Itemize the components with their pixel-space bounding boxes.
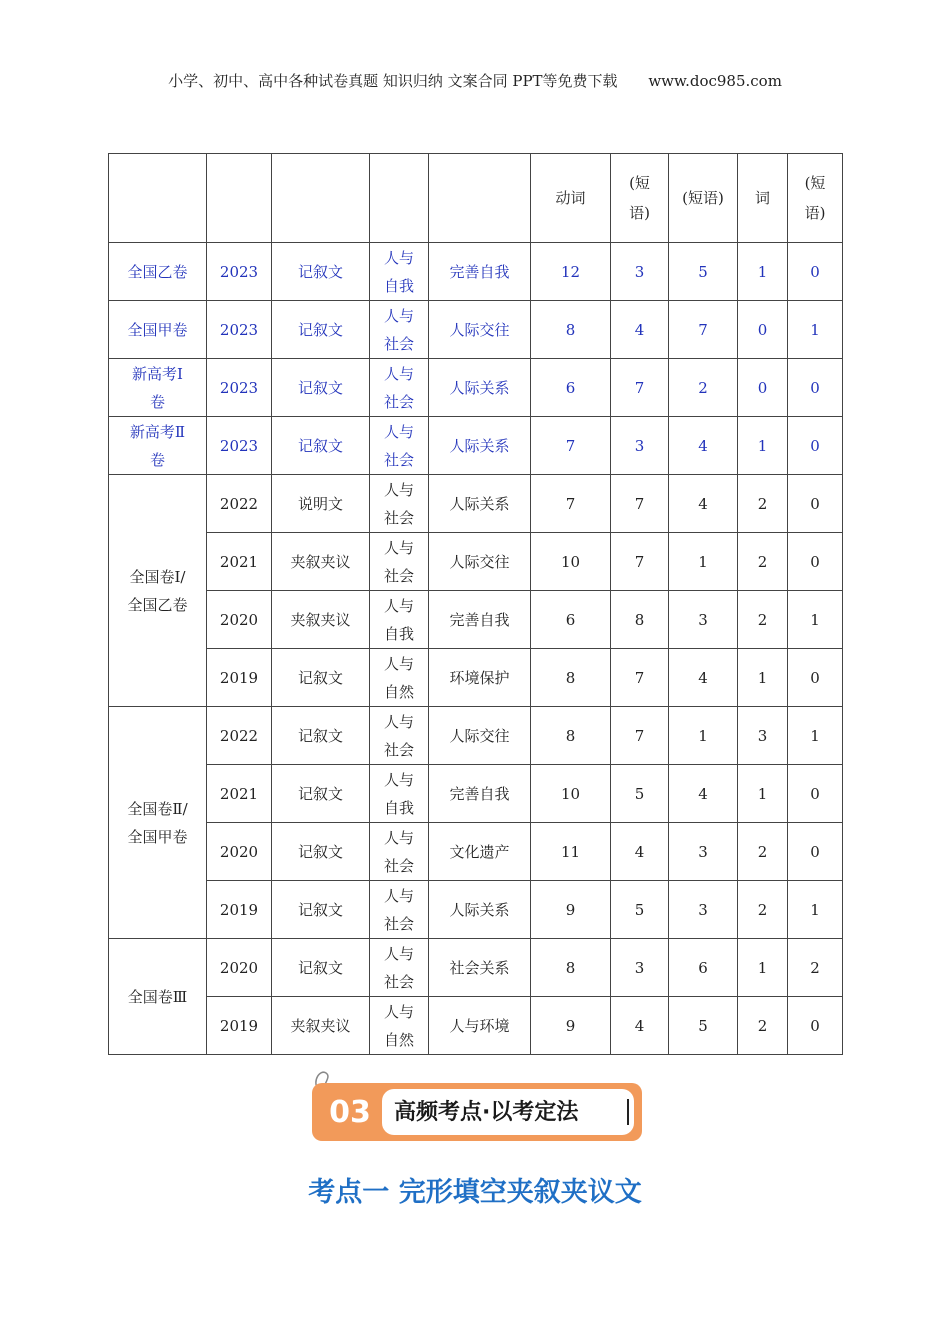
v1-cell: 8 [531,707,611,765]
v1-cell: 10 [531,765,611,823]
text-cursor [627,1099,629,1125]
header-cell [272,154,370,243]
table-row [109,301,843,359]
table-row [109,707,843,765]
v4-cell: 2 [738,997,788,1055]
table-row [109,823,843,881]
v4-cell: 2 [738,591,788,649]
paper-group-cell: 全国卷Ⅱ/ 全国甲卷 [109,707,207,939]
theme-cell: 人与 社会 [370,417,429,475]
v1-cell: 9 [531,997,611,1055]
v1-cell: 7 [531,475,611,533]
paper-cell: 全国甲卷 [109,301,207,359]
topic-cell: 完善自我 [429,243,531,301]
v4-cell: 0 [738,301,788,359]
v1-cell: 6 [531,359,611,417]
v3-cell: 4 [669,475,738,533]
year-cell: 2020 [207,939,272,997]
v5-cell: 0 [788,359,843,417]
v1-cell: 6 [531,591,611,649]
genre-cell: 夹叙夹议 [272,533,370,591]
v4-cell: 2 [738,533,788,591]
banner-label: 高频考点·以考定法 [394,1100,579,1125]
v1-cell: 8 [531,649,611,707]
table-row [109,997,843,1055]
v2-cell: 4 [611,301,669,359]
header-cell: (短 语) [611,154,669,243]
v3-cell: 2 [669,359,738,417]
section-title: 考点一 完形填空夹叙夹议文 [308,1177,642,1208]
v3-cell: 1 [669,533,738,591]
theme-cell: 人与 社会 [370,707,429,765]
year-cell: 2023 [207,301,272,359]
year-cell: 2023 [207,359,272,417]
header-cell: 词 [738,154,788,243]
section-banner [310,1063,646,1145]
topic-cell: 人与环境 [429,997,531,1055]
header-site: www.doc985.com [648,72,782,90]
table-row [109,359,843,417]
v3-cell: 4 [669,765,738,823]
topic-cell: 环境保护 [429,649,531,707]
theme-cell: 人与 社会 [370,301,429,359]
genre-cell: 记叙文 [272,301,370,359]
v5-cell: 0 [788,475,843,533]
topic-cell: 社会关系 [429,939,531,997]
v5-cell: 0 [788,533,843,591]
v5-cell: 1 [788,881,843,939]
genre-cell: 记叙文 [272,417,370,475]
theme-cell: 人与 社会 [370,939,429,997]
banner-number: 03 [329,1095,371,1130]
topic-cell: 完善自我 [429,765,531,823]
table-row [109,417,843,475]
genre-cell: 夹叙夹议 [272,997,370,1055]
year-cell: 2019 [207,649,272,707]
paper-cell: 新高考Ⅰ 卷 [109,359,207,417]
header-cell [109,154,207,243]
v1-cell: 8 [531,301,611,359]
year-cell: 2020 [207,823,272,881]
v5-cell: 0 [788,243,843,301]
stats-table [108,153,843,1055]
v4-cell: 1 [738,939,788,997]
genre-cell: 记叙文 [272,823,370,881]
v2-cell: 7 [611,359,669,417]
year-cell: 2023 [207,243,272,301]
paper-cell: 新高考Ⅱ 卷 [109,417,207,475]
v3-cell: 4 [669,417,738,475]
v2-cell: 5 [611,765,669,823]
theme-cell: 人与 社会 [370,475,429,533]
table-row [109,649,843,707]
topic-cell: 人际关系 [429,359,531,417]
v2-cell: 4 [611,823,669,881]
genre-cell: 记叙文 [272,765,370,823]
topic-cell: 人际交往 [429,301,531,359]
year-cell: 2022 [207,707,272,765]
genre-cell: 记叙文 [272,649,370,707]
v2-cell: 7 [611,707,669,765]
v5-cell: 2 [788,939,843,997]
v1-cell: 9 [531,881,611,939]
v1-cell: 12 [531,243,611,301]
v3-cell: 5 [669,243,738,301]
topic-cell: 人际关系 [429,417,531,475]
v2-cell: 3 [611,417,669,475]
v1-cell: 11 [531,823,611,881]
v5-cell: 0 [788,417,843,475]
v5-cell: 0 [788,765,843,823]
v3-cell: 1 [669,707,738,765]
table-row [109,591,843,649]
year-cell: 2023 [207,417,272,475]
v3-cell: 5 [669,997,738,1055]
v2-cell: 5 [611,881,669,939]
v4-cell: 2 [738,823,788,881]
v2-cell: 8 [611,591,669,649]
v4-cell: 2 [738,475,788,533]
header-cell: (短 语) [788,154,843,243]
topic-cell: 人际交往 [429,707,531,765]
theme-cell: 人与 自我 [370,765,429,823]
header-text: 小学、初中、高中各种试卷真题 知识归纳 文案合同 PPT等免费下载 [168,72,618,90]
header-cell [207,154,272,243]
v4-cell: 1 [738,243,788,301]
topic-cell: 人际关系 [429,475,531,533]
v4-cell: 3 [738,707,788,765]
genre-cell: 记叙文 [272,243,370,301]
year-cell: 2022 [207,475,272,533]
v4-cell: 0 [738,359,788,417]
v3-cell: 3 [669,823,738,881]
v1-cell: 8 [531,939,611,997]
v4-cell: 1 [738,649,788,707]
genre-cell: 夹叙夹议 [272,591,370,649]
year-cell: 2021 [207,533,272,591]
v2-cell: 3 [611,243,669,301]
paper-cell: 全国乙卷 [109,243,207,301]
theme-cell: 人与 自然 [370,997,429,1055]
v2-cell: 7 [611,533,669,591]
topic-cell: 完善自我 [429,591,531,649]
topic-cell: 人际交往 [429,533,531,591]
v2-cell: 7 [611,475,669,533]
header-cell: 动词 [531,154,611,243]
v2-cell: 4 [611,997,669,1055]
genre-cell: 记叙文 [272,939,370,997]
v3-cell: 3 [669,591,738,649]
v4-cell: 1 [738,417,788,475]
table-row [109,939,843,997]
year-cell: 2020 [207,591,272,649]
genre-cell: 记叙文 [272,881,370,939]
theme-cell: 人与 社会 [370,533,429,591]
topic-cell: 人际关系 [429,881,531,939]
topic-cell: 文化遗产 [429,823,531,881]
genre-cell: 记叙文 [272,707,370,765]
header-cell: (短语) [669,154,738,243]
table-row [109,533,843,591]
year-cell: 2019 [207,997,272,1055]
theme-cell: 人与 社会 [370,823,429,881]
table-header-row [109,154,843,243]
theme-cell: 人与 社会 [370,881,429,939]
theme-cell: 人与 自我 [370,243,429,301]
year-cell: 2021 [207,765,272,823]
header-cell [370,154,429,243]
paper-group-cell: 全国卷Ⅲ [109,939,207,1055]
v3-cell: 7 [669,301,738,359]
genre-cell: 说明文 [272,475,370,533]
v3-cell: 6 [669,939,738,997]
v3-cell: 3 [669,881,738,939]
table-row [109,881,843,939]
table-row [109,475,843,533]
v5-cell: 0 [788,649,843,707]
v1-cell: 7 [531,417,611,475]
v5-cell: 1 [788,591,843,649]
v1-cell: 10 [531,533,611,591]
table-row [109,243,843,301]
v2-cell: 3 [611,939,669,997]
v5-cell: 0 [788,997,843,1055]
header-cell [429,154,531,243]
theme-cell: 人与 社会 [370,359,429,417]
page-header [0,70,950,91]
year-cell: 2019 [207,881,272,939]
paper-group-cell: 全国卷Ⅰ/ 全国乙卷 [109,475,207,707]
v4-cell: 2 [738,881,788,939]
v3-cell: 4 [669,649,738,707]
v4-cell: 1 [738,765,788,823]
theme-cell: 人与 自然 [370,649,429,707]
v5-cell: 0 [788,823,843,881]
v5-cell: 1 [788,707,843,765]
theme-cell: 人与 自我 [370,591,429,649]
v2-cell: 7 [611,649,669,707]
table-row [109,765,843,823]
v5-cell: 1 [788,301,843,359]
genre-cell: 记叙文 [272,359,370,417]
